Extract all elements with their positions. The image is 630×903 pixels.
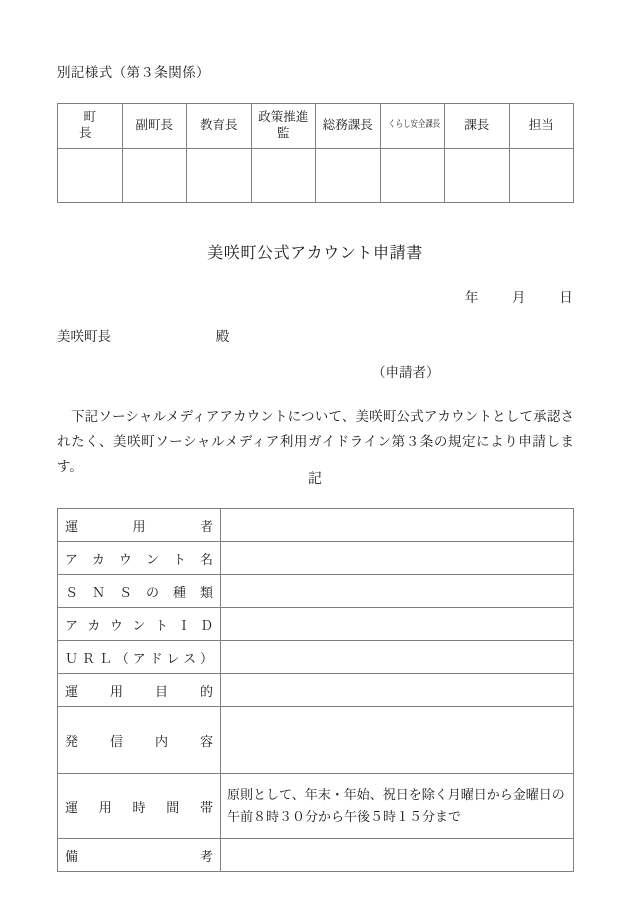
date-day-label: 日	[559, 290, 573, 305]
row-value-remarks[interactable]	[221, 839, 574, 872]
applicant-label: （申請者）	[372, 365, 440, 380]
approval-col-policy-director: 政策推進監	[251, 104, 316, 149]
page-title: 美咲町公式アカウント申請書	[207, 245, 423, 262]
row-value-purpose[interactable]	[221, 674, 574, 707]
table-row	[58, 641, 574, 674]
approval-stamp-cell[interactable]	[380, 149, 445, 203]
approval-stamp-cell[interactable]	[187, 149, 252, 203]
approval-col-section-chief: 課長	[445, 104, 510, 149]
approval-col-education-superintendent: 教育長	[187, 104, 252, 149]
table-row	[58, 509, 574, 542]
row-value-url[interactable]	[221, 641, 574, 674]
row-label-operating-hours: 運用時間帯	[58, 774, 221, 839]
addressee-honorific: 殿	[215, 329, 230, 344]
approval-stamp-cell[interactable]	[509, 149, 574, 203]
addressee-recipient: 美咲町長	[57, 329, 111, 344]
approval-col-deputy-mayor: 副町長	[122, 104, 187, 149]
row-label-account-name: アカウント名	[58, 542, 221, 575]
table-row	[58, 707, 574, 774]
row-label-content: 発信内容	[58, 707, 221, 774]
approval-stamp-cell[interactable]	[316, 149, 381, 203]
approval-stamp-cell[interactable]	[122, 149, 187, 203]
row-label-account-id: アカウントＩＤ	[58, 608, 221, 641]
table-row	[58, 608, 574, 641]
table-row	[58, 839, 574, 872]
row-label-operator: 運用者	[58, 509, 221, 542]
approval-stamp-cell[interactable]	[445, 149, 510, 203]
approval-stamp-table	[57, 103, 574, 203]
date-line	[465, 286, 573, 306]
table-row	[58, 575, 574, 608]
row-value-operator[interactable]	[221, 509, 574, 542]
row-label-purpose: 運用目的	[58, 674, 221, 707]
table-row	[58, 774, 574, 839]
approval-col-general-affairs-chief: 総務課長	[316, 104, 381, 149]
approval-stamp-cell[interactable]	[58, 149, 123, 203]
approval-signature-row	[58, 149, 574, 203]
approval-stamp-cell[interactable]	[251, 149, 316, 203]
form-number: 別記様式（第３条関係）	[57, 65, 210, 80]
approval-col-living-safety-chief: くらし安全課長	[387, 104, 437, 149]
ki-marker: 記	[308, 472, 322, 487]
row-value-account-name[interactable]	[221, 542, 574, 575]
date-year-label: 年	[464, 290, 479, 305]
row-value-operating-hours[interactable]: 原則として、年末・年始、祝日を除く月曜日から金曜日の午前８時３０分から午後５時１５分まで	[221, 774, 574, 839]
body-paragraph: 下記ソーシャルメディアアカウントについて、美咲町公式アカウントとして承認されたく、美咲町ソーシャルメディア利用ガイドライン第３条の規定により申請します。	[57, 409, 574, 474]
approval-header-row	[58, 104, 574, 149]
approval-col-mayor: 町 長	[58, 104, 123, 149]
table-row	[58, 674, 574, 707]
approval-col-person-in-charge: 担当	[509, 104, 574, 149]
table-row	[58, 542, 574, 575]
application-detail-table	[57, 508, 574, 872]
row-value-account-id[interactable]	[221, 608, 574, 641]
date-month-label: 月	[512, 290, 526, 305]
row-value-sns-type[interactable]	[221, 575, 574, 608]
row-value-content[interactable]	[221, 707, 574, 774]
row-label-sns-type: ＳＮＳの種類	[58, 575, 221, 608]
row-label-url: ＵＲＬ（アドレス）	[58, 641, 221, 674]
addressee-line	[57, 325, 229, 345]
row-label-remarks: 備考	[58, 839, 221, 872]
